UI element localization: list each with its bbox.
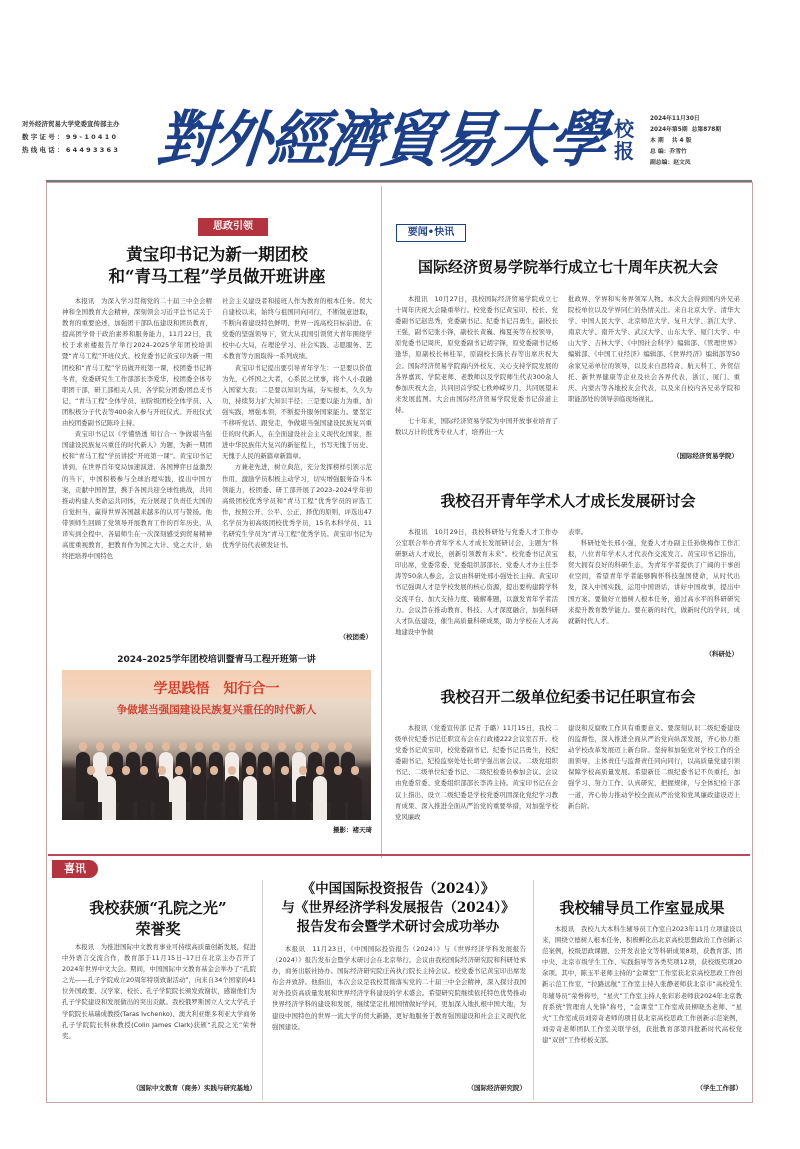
bottom-article1-body: 本报讯 为推进国际中文教育事业可持续高质量创新发展，促进中外语言交流合作，教育部于11月15日–17日在北京主办召开了2024年世界中文大会。期间，中国国际中文教育基金会举办了“孔院之光——孔子学院成立20周年特别致谢活动”，向来自34个国家的41位外国政要、汉学家、校长、孔子学院院长颁发致谢状，感谢他们为孔子学院建设和发展做出的突出贡献。我校俄罗斯国立人文大学孔子学院院长基瑞成教授(Taras Ivchenko)、澳大利亚维多利亚大学商务孔子学院院长科林教授(Colin James Clark)获颁“孔院之光”荣誉奖。 bbox=[62, 943, 256, 1040]
photo-person bbox=[84, 776, 98, 820]
bottom-article2-headline: 《中国国际投资报告（2024）》 与《世界经济学科发展报告（2024）》 报告发布会暨学术研讨会成功举办 bbox=[281, 881, 515, 935]
issue-number: 2024年第5期 总第878期 bbox=[650, 127, 722, 133]
lead-headline: 黄宝印书记为新一期团校 和“青马工程”学员做开班讲座 bbox=[108, 245, 326, 286]
bottom-article3-headline: 我校辅导员工作室显成果 bbox=[559, 899, 725, 917]
photo-person bbox=[260, 776, 274, 820]
photo-person-face bbox=[246, 766, 254, 775]
masthead-publisher-info bbox=[22, 118, 120, 157]
column-divider bbox=[381, 186, 382, 858]
photo-person bbox=[331, 776, 345, 820]
section-tag-news: 要闻•快讯 bbox=[396, 224, 466, 242]
article1-col2: 批政界、学界和实务界领军人物。本次大会得到国内外兄弟院校单位以及学界同仁的热情关注。来自北京大学、清华大学、中国人民大学、北京师范大学、复旦大学、浙江大学、南京大学、南开大学、武汉大学、山东大学、厦门大学、中山大学、吉林大学、《中国社会科学》编辑部、《管理世界》编辑部、《中国工业经济》编辑部、《世界经济》编辑部等50余家兄弟单位的领导，以及来自思特奇、航天科工、外贸信托、新世界健康等企业及社会各界代表，浙江、厦门、重庆、内蒙古等各地校友会代表，以及来自校内各兄弟学院和职能部处的领导亲临现场视礼。 bbox=[568, 295, 740, 403]
bottom-article2-body: 本报讯 11月23日，《中国国际投资报告（2024）》与《世界经济学科发展报告（2024）》报告发布会暨学术研讨会在北京举行。会议由我校国际经济研究院和科研处承办，商务出版社协办。国际经济研究院庄芮执行院长主持会议。校党委书记黄宝印出席发布会并致辞。他指出，本次会议是我校贯彻落实党的二十届三中全会精神，深入探讨我国对外投资高质量发展和世界经济学科建设的学术盛会。希望研究院继续依托特色优势推动世界经济学科的建设和发展，继续坚定扎根国情做好学问，更加深入地扎根中国大地，为建设中国特色的世界一流大学的贸大新路，更好地服务于教育强国建设和社会主义现代化强国建设。 bbox=[272, 945, 526, 1031]
photo-person bbox=[119, 776, 133, 820]
photo-person bbox=[172, 776, 186, 820]
bottom-article3-source: （学生工作部） bbox=[696, 1084, 742, 1092]
photo-slogan-2: 争做堪当强国建设民族复兴重任的时代新人 bbox=[116, 704, 317, 716]
photo-person bbox=[225, 776, 239, 820]
photo-person-face bbox=[328, 742, 336, 751]
photo-credit: 摄影：褚天琦 bbox=[333, 826, 372, 834]
photo-person-face bbox=[175, 766, 183, 775]
article2-headline: 我校召开青年学术人才成长发展研讨会 bbox=[440, 492, 696, 510]
article3-col1: 本报讯（党委宣传部 记者 于璐）11月15日，我校二级单位纪委书记任职宣布会在行政楼222会议室召开。校党委书记黄宝印，校党委副书记、纪委书记吕勇生，校纪委副书记，纪检监察处处长胡学强出席会议。二级党组织书记、二级单位纪委书记、二级纪检委员参加会议。会议由党委常委、党委组织部部长李涛主持。黄宝印书记在会议上指出，设立二级纪委是学校党委巩固深化党纪学习教育成果、深入推进全面从严治党的重要举措，对加强学校党风廉政 bbox=[395, 724, 558, 821]
article2-source: （科研处） bbox=[705, 650, 738, 658]
photo-person-face bbox=[79, 742, 87, 751]
article2-col2: 表率。 科研处处长邢小强，党委人才办副主任孙焕梅作工作汇报，八位青年学术人才代表作交流发言。黄宝印书记指出，贸大拥有良好的科研生态，为青年学者提供了广阔的干事创业空间，希望青年学者能够胸怀科技强国使命，从时代出发，深入中国实践，运用中国语话，讲好中国故事，提出中国方案。要做好立德树人根本任务，通过高水平的科研研究来提升教育教学能力。要在新的时代，做新时代的学问，成就新时代人才。 bbox=[568, 528, 740, 625]
masthead-suffix: 校报 bbox=[614, 117, 634, 163]
photo-person bbox=[296, 776, 310, 820]
article2-col1: 本报讯 10月29日，我校科研处与党委人才工作办公室联合举办青年学术人才成长发展研讨会，主题为“科研驱动人才成长，创新引领教育未来”。校党委书记黄宝印出席，党委常委、党委组织部部长、党委人才办主任李涛等50余人参会。会议由科研处邢小强处长主持。黄宝印书记强调人才是学校发展的核心资源，提出要构建跨学科交流平台、加大支持力度、破解难题，以激发青年学者活力。会议旨在推动教育、科技、人才深度融合，加强科研人才队伍建设，催生高质量科研成果，助力学校在人才高地建设中争做 bbox=[395, 528, 558, 636]
photo-person-face bbox=[195, 742, 203, 751]
masthead-title bbox=[153, 92, 628, 175]
photo-person bbox=[102, 776, 116, 820]
bottom-article1-source: （国际中文教育（商务）实践与研究基地） bbox=[132, 1084, 256, 1092]
photo-person-face bbox=[145, 742, 153, 751]
photo-person-face bbox=[96, 742, 104, 751]
photo-person-face bbox=[344, 742, 352, 751]
section-tag-ideology: 思政引领 bbox=[198, 218, 268, 236]
photo-person-face bbox=[162, 742, 170, 751]
photo-person bbox=[137, 776, 151, 820]
photo-person bbox=[243, 776, 257, 820]
bottom-article1-headline: 我校获颁“孔院之光” 荣誉奖 bbox=[89, 899, 227, 938]
photo-person-face bbox=[351, 766, 359, 775]
photo-person-face bbox=[316, 766, 324, 775]
photo-person-face bbox=[295, 742, 303, 751]
photo-person bbox=[313, 776, 327, 820]
group-photo bbox=[62, 650, 371, 820]
registration-line: 数 字 证 号 ： 9 9 - 1 0 4 1 0 bbox=[22, 133, 117, 141]
article1-headline: 国际经济贸易学院举行成立七十周年庆祝大会 bbox=[417, 258, 718, 276]
photo-person-face bbox=[179, 742, 187, 751]
photo-person-face bbox=[158, 766, 166, 775]
photo-person-face bbox=[105, 766, 113, 775]
chief-editor: 总 编：乔雪竹 bbox=[650, 149, 687, 155]
photo-people bbox=[72, 734, 362, 814]
issue-date: 2024年11月30日 bbox=[650, 116, 700, 122]
photo-person-face bbox=[261, 742, 269, 751]
photo-person-face bbox=[112, 742, 120, 751]
lead-article-source: （校团委） bbox=[339, 633, 372, 641]
photo-person bbox=[278, 776, 292, 820]
photo-person-face bbox=[87, 766, 95, 775]
lead-article-col1: 本报讯 为深入学习贯彻党的二十届三中全会精神和全国教育大会精神，深刻领会习近平总书记关于教育的重要论述，加强团干部队伍建设和团员教育，提高团学骨干政治素养和服务能力，11月22日，我校于求索楼报告厅举行2024–2025学年团校培训暨“青马工程”开班仪式。校党委书记黄宝印为新一期团校和“青马工程”学员做开班第一课，校团委书记蒋冬青，党委研究生工作部部长李爱华，校团委全体专职团干部，研工部相关人员，各学院分团委/团总支书记、“青马工程”全体学员、初阶级团校全体学员、入团积极分子代表等400余人参与开班仪式。开班仪式由校团委副书记陈玲主持。 黄宝印书记以《学懂悟透 知行合一 争做堪当强国建设民族复兴重任的时代新人》为题，为新一期团校和“青马工程”学员讲授“开班第一课”。黄宝印书记讲到，在世界百年变局加速演进、各国博弈日益激烈的当下，中国积极参与全球治理实践，提出中国方案，贡献中国智慧，携手各国共迎全球性挑战，共同推动构建人类命运共同体，充分展现了负责任大国的自觉担当，赢得世界各国越来越多的认可与赞扬。他带领师生回顾了党领导开展教育工作的百年历史，从译实到全程中，各届师生在一次深刻感受到贸易精神高度重视教育，把教育作为国之大计、党之大计，始终把培养中国特色 bbox=[62, 297, 212, 561]
photo-person bbox=[348, 776, 362, 820]
photo-person bbox=[190, 776, 204, 820]
photo-person-face bbox=[334, 766, 342, 775]
photo-person bbox=[207, 776, 221, 820]
article3-col2: 建设和反腐败工作具有重要意义。要深刻认识二级纪委建设的监督性，深入推进全面从严治党向纵深发展，齐心协力推动学校改革发展迈上新台阶。坚持和加强党对学校工作的全面领导，主体责任与监督责任同向同行，以高质量党建引领保障学校高质量发展。希望新任二级纪委书记不负重托，加强学习、努力工作、认真研究，把握规律，与全体纪检干部一道，齐心协力推动学校全面从严治党和党风廉政建设迈上新台阶。 bbox=[568, 724, 740, 810]
bottom-article2-source: （国际经济研究院） bbox=[467, 1084, 526, 1092]
article1-col1: 本报讯 10月27日，我校国际经济贸易学院成立七十周年庆祝大会隆重举行。校党委书记黄宝印，校长、党委副书记赵忠秀，党委副书记、纪委书记吕勇生，副校长王强，副书记张小锋，副校长黄巍、梅夏英等在校领导，原党委书记周庆，原党委副书记胡宇锋，原党委副书记杨逢华，原副校长林桂军，原副校长陈长春等出席庆祝大会。国际经济贸易学院海内外校友、关心支持学院发展的各界嘉宾，学院老师、老教师以及学院师生代表300余人参加庆祝大会，共同回首学院七秩峥嵘岁月，共同展望未来发展蓝图。大会由国际经济贸易学院党委书记薛道主持。 七十年来，国际经济贸易学院为中国开放事业培育了数以万计的优秀专业人才，培养出一大 bbox=[395, 295, 558, 437]
photo-person-face bbox=[228, 766, 236, 775]
hotline-line: 热 线 电 话 ： 6 4 4 9 3 3 6 3 bbox=[22, 146, 118, 154]
photo-person-face bbox=[311, 742, 319, 751]
photo-slogan-1: 学思践悟 知行合一 bbox=[153, 681, 280, 697]
photo-person-face bbox=[212, 742, 220, 751]
photo-person-face bbox=[281, 766, 289, 775]
masthead-calligraphy: 對外經濟貿易大學 bbox=[153, 103, 610, 175]
issue-pages: 本 期 共 4 版 bbox=[650, 138, 692, 144]
issue-info bbox=[650, 114, 790, 169]
photo-banner-text: 2024–2025学年团校培训暨青马工程开班第一讲 bbox=[62, 650, 371, 670]
article3-headline: 我校召开二级单位纪委书记任职宣布会 bbox=[440, 688, 696, 706]
publisher-line: 对外经济贸易大学党委宣传部主办 bbox=[22, 120, 120, 128]
photo-person-face bbox=[245, 742, 253, 751]
photo-person-face bbox=[278, 742, 286, 751]
deputy-editor: 副总编：赵文凤 bbox=[650, 160, 691, 166]
section-divider bbox=[48, 854, 750, 856]
photo-person bbox=[155, 776, 169, 820]
photo-person-face bbox=[228, 742, 236, 751]
lead-article-col2: 社会主义建设者和接班人作为教育的根本任务。贸大自建校以来，始终与祖国同向同行，不断锐意进取，不断向着建设特色鲜明、世界一流高校目标前进。在党委的坚强领导下，贸大从我国引领贸大青年围绕学校中心大局，在理论学习、社会实践、志愿服务、艺术教育等方面取得一系列成绩。 黄宝印书记提出要引导青年学生：一是要以价值为先，心怀国之大者，心系民之忧事，将个人小我融入国家大我；二是要以知识为基，夯实根本，久久为功，持续努力扩大知识半径；三是要以能力为重，加强实践，增强本领，不断提升服务国家能力。要坚定不移听党话、跟党走，争做堪当强国建设民族复兴重任的时代新人，在全面建设社会主义现代化国家，推进中华民族伟大复兴的新征程上，书写无愧于历史、无愧于人民的新篇章新篇章。 方兼老先进，树立典范，充分发挥榜样引领示范作用，激励学员积极主动学习，切实增强服务奋斗本领能力，校团委、研工部开展了2023–2024学年初高级团校优秀学员和“青马工程”优秀学员的评选工作，按照公开、公平、公正、择优的原则，评选出47名学员为初高级团校优秀学员，15名本科学员、11名研究生学员为“青马工程”优秀学员。黄宝印书记为优秀学员代表颁发证书。 bbox=[222, 297, 372, 550]
photo-person-face bbox=[193, 766, 201, 775]
bottom-article3-body: 本报讯 我校九大本科生辅导员工作室自2023年11月立项建设以来，围绕立德树人根本任务，积极孵化出北京高校思想政治工作创新示范案例，校级思政课题、公开发表论文等科研成果8项，获教育部、团中央、北京市级学生工作、实践指导等各类奖项12项，获校级奖项20余项。其中，陈玉平老师主持的“金课堂”工作室获北京高校思政工作创新示范工作室，“拉路远航”工作室主持人张静老师获北京市“高校爱生年辅导员”荣誉称号，“星火”工作室主持人张彩彩老师获2024年北京教育系统“管理育人先锋”称号，“金课堂”工作室成员柳晓杰老师、“星火”工作室成员刘旁奇老师的项目获北京高校思政工作创新示范案例，刘旁奇老师团队工作室关联学创，获批教育部第四批新时代高校党建“双创”工作样板支部。 bbox=[542, 925, 742, 1044]
bottom-divider-1 bbox=[262, 880, 263, 1100]
photo-person-face bbox=[129, 742, 137, 751]
photo-person-face bbox=[299, 766, 307, 775]
photo-person-face bbox=[140, 766, 148, 775]
bottom-divider-2 bbox=[533, 880, 534, 1100]
section-tag-good-news: 喜讯 bbox=[52, 860, 98, 878]
article1-source: （国际经济贸易学院） bbox=[673, 452, 738, 460]
